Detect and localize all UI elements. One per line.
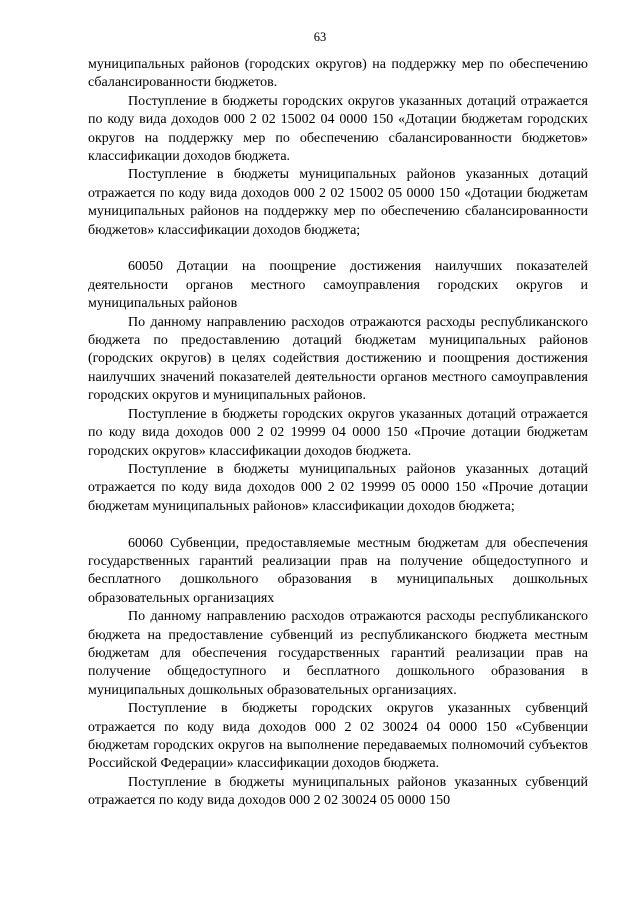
paragraph: По данному направлению расходов отражаются расходы республиканского бюджета по предоставлению дотаций бюджетам муниципальных районов (городских округов) в целях содействия достижению и поощрения достижения наилучших значений показателей деятельности органов местного самоуправления городских округов и муниципальных районов.	[88, 314, 588, 404]
paragraph: Поступление в бюджеты муниципальных районов указанных дотаций отражается по коду вида доходов 000 2 02 19999 05 0000 150 «Прочие дотации бюджетам муниципальных районов» классификации доходов бюджета;	[88, 461, 588, 514]
paragraph: Поступление в бюджеты муниципальных районов указанных субвенций отражается по коду вида доходов 000 2 02 30024 05 0000 150	[88, 774, 588, 809]
paragraph: муниципальных районов (городских округов) на поддержку мер по обеспечению сбалансированности бюджетов.	[88, 57, 588, 91]
paragraph: По данному направлению расходов отражаются расходы республиканского бюджета на предоставление субвенций из республиканского бюджета местным бюджетам для обеспечения государственных гарантий реализации прав на получение общедоступного и бесплатного дошкольного образования в муниципальных дошкольных образовательных организациях.	[88, 609, 588, 698]
paragraph: Поступление в бюджеты муниципальных районов указанных дотаций отражается по коду вида доходов 000 2 02 15002 05 0000 150 «Дотации бюджетам муниципальных районов на поддержку мер по обеспечению сбалансированности бюджетов» классификации доходов бюджета;	[88, 167, 588, 238]
document-body	[88, 56, 588, 811]
paragraph: Поступление в бюджеты городских округов указанных субвенций отражается по коду вида доходов 000 2 02 30024 04 0000 150 «Субвенции бюджетам городских округов на выполнение передаваемых полномочий субъектов Российской Федерации» классификации доходов бюджета.	[88, 701, 588, 772]
paragraph: 60060 Субвенции, предоставляемые местным бюджетам для обеспечения государственных гарантий реализации прав на получение общедоступного и бесплатного дошкольного образования в муниципальных дошкольных образовательных организациях	[88, 535, 588, 606]
page-number: 63	[313, 30, 327, 44]
paragraph: Поступление в бюджеты городских округов указанных дотаций отражается по коду вида доходов 000 2 02 15002 04 0000 150 «Дотации бюджетам городских округов на поддержку мер по обеспечению сбалансированности бюджетов» классификации доходов бюджета.	[88, 93, 588, 165]
paragraph: 60050 Дотации на поощрение достижения наилучших показателей деятельности органов местного самоуправления городских округов и муниципальных районов	[88, 259, 588, 312]
paragraph: Поступление в бюджеты городских округов указанных дотаций отражается по коду вида доходов 000 2 02 19999 04 0000 150 «Прочие дотации бюджетам городских округов» классификации доходов бюджета.	[88, 406, 588, 459]
